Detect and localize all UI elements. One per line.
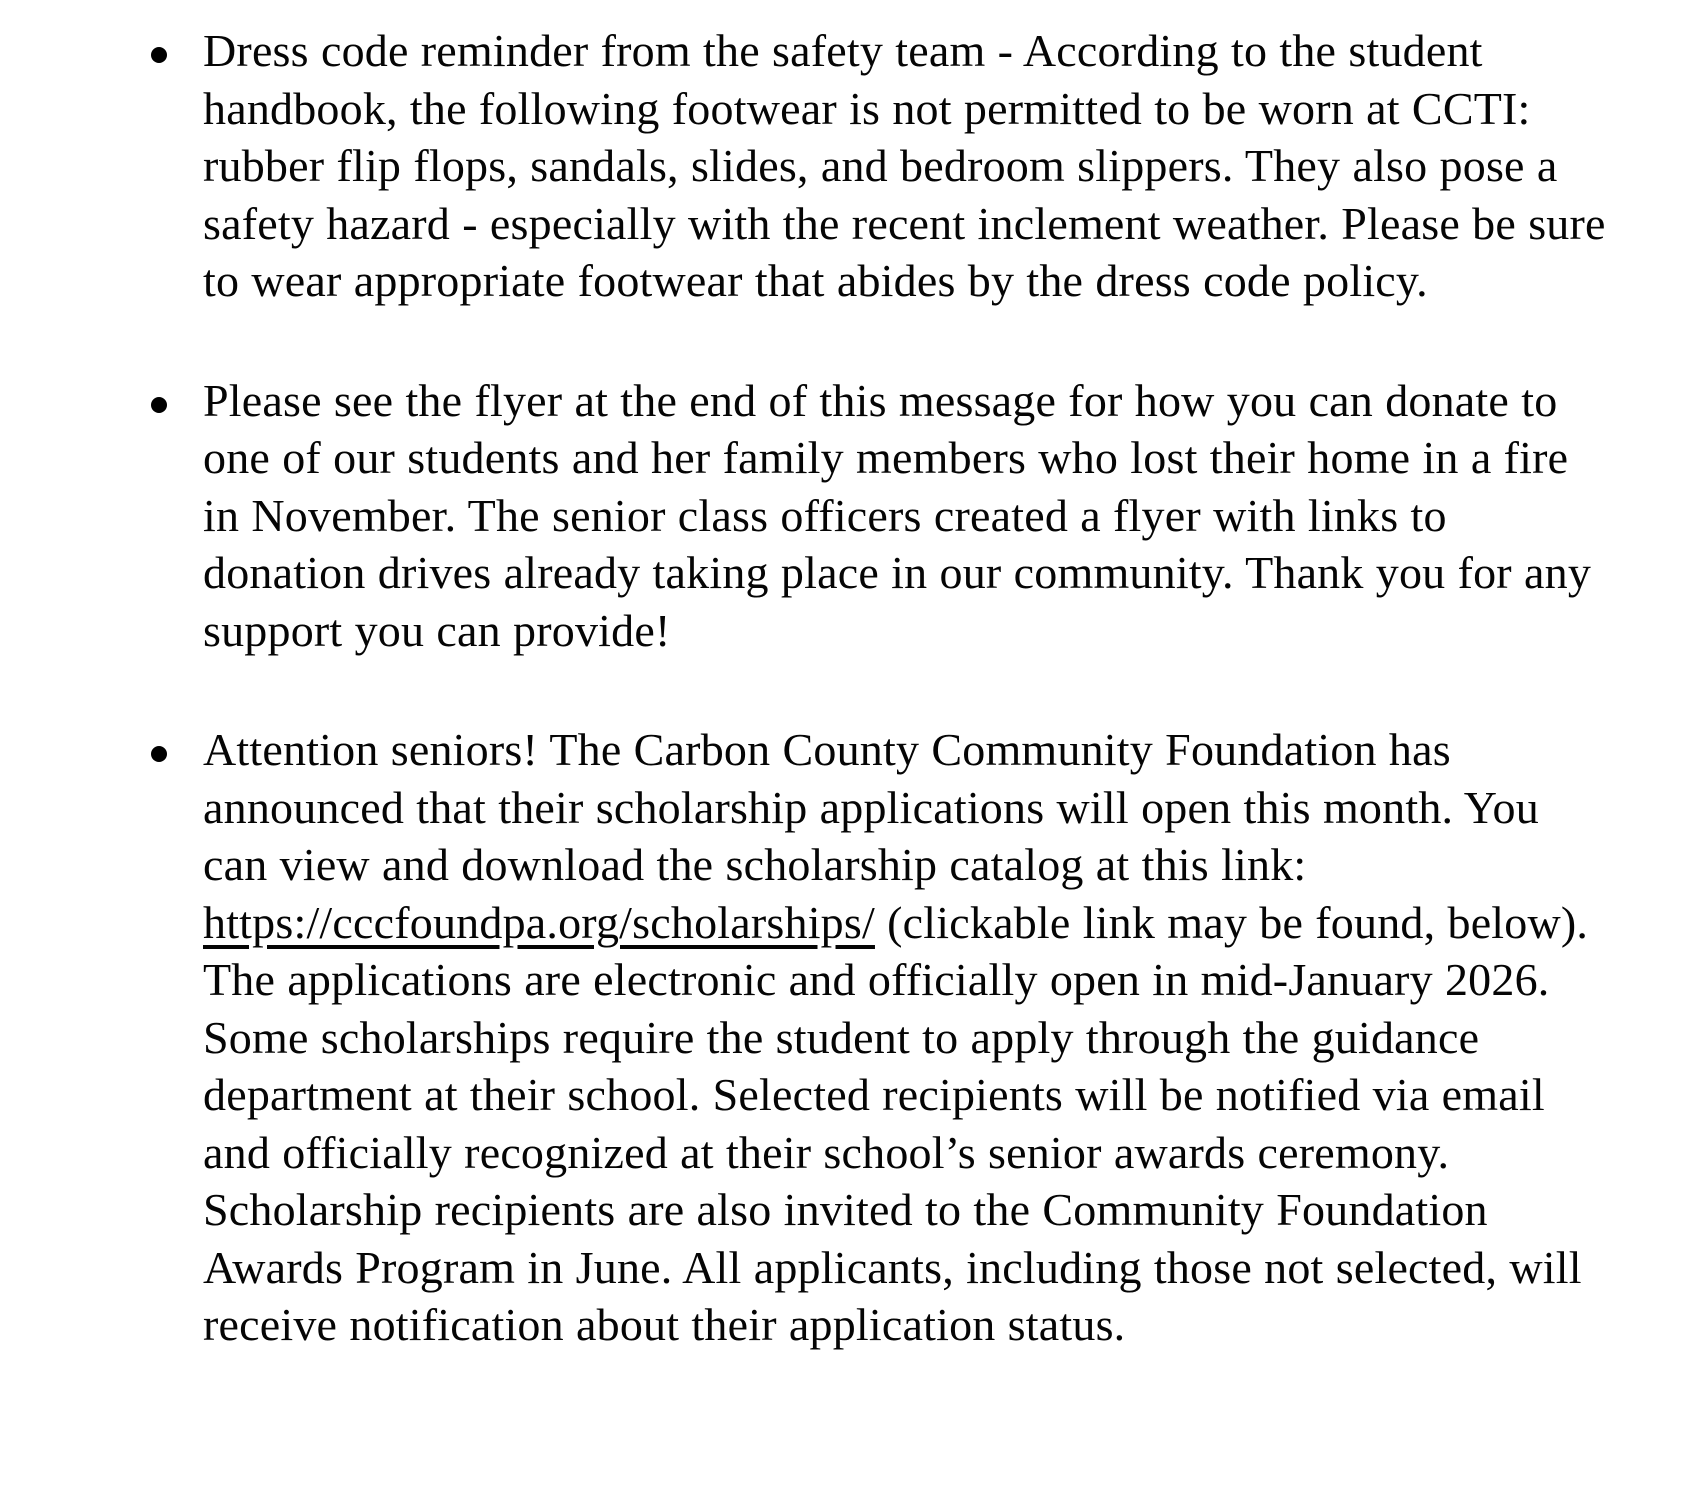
bullet-dot xyxy=(151,746,167,762)
bullet-dot xyxy=(151,47,167,63)
list-item xyxy=(0,372,1700,660)
bullet-dot xyxy=(151,397,167,413)
list-item xyxy=(0,22,1700,310)
scholarship-text-pre: Attention seniors! The Carbon County Community Foundation has announced that their scholarship applications will open this month. You can view and download the scholarship catalog at this link: xyxy=(203,724,1539,890)
bullet-text-scholarship xyxy=(203,721,1608,1354)
bullet-text-donation-flyer: Please see the flyer at the end of this message for how you can donate to one of our students and her family members who lost their home in a fire in November. The senior class officers created a flyer with links to donation drives already taking place in our community. Thank you for any support you can provide! xyxy=(203,374,1592,656)
bullet-list xyxy=(0,22,1700,1354)
bullet-text-dress-code: Dress code reminder from the safety team - According to the student handbook, the following footwear is not permitted to be worn at CCTI: rubber flip flops, sandals, slides, and bedroom slippers. They also pose a safety hazard - especially with the recent inclement weather. Please be sure to wear appropriate footwear that abides by the dress code policy. xyxy=(203,25,1606,306)
scholarship-text-post: (clickable link may be found, below). The applications are electronic and officially open in mid-January 2026. Some scholarships require the student to apply through the guidance department at their school. Selected recipients will be notified via email and officially recognized at their school’s senior awards ceremony. Scholarship recipients are also invited to the Community Foundation Awards Program in June. All applicants, including those not selected, will receive notification about their application status. xyxy=(203,896,1589,1350)
scholarship-link[interactable]: https://cccfoundpa.org/scholarships/ xyxy=(203,896,875,948)
list-item xyxy=(0,721,1700,1354)
